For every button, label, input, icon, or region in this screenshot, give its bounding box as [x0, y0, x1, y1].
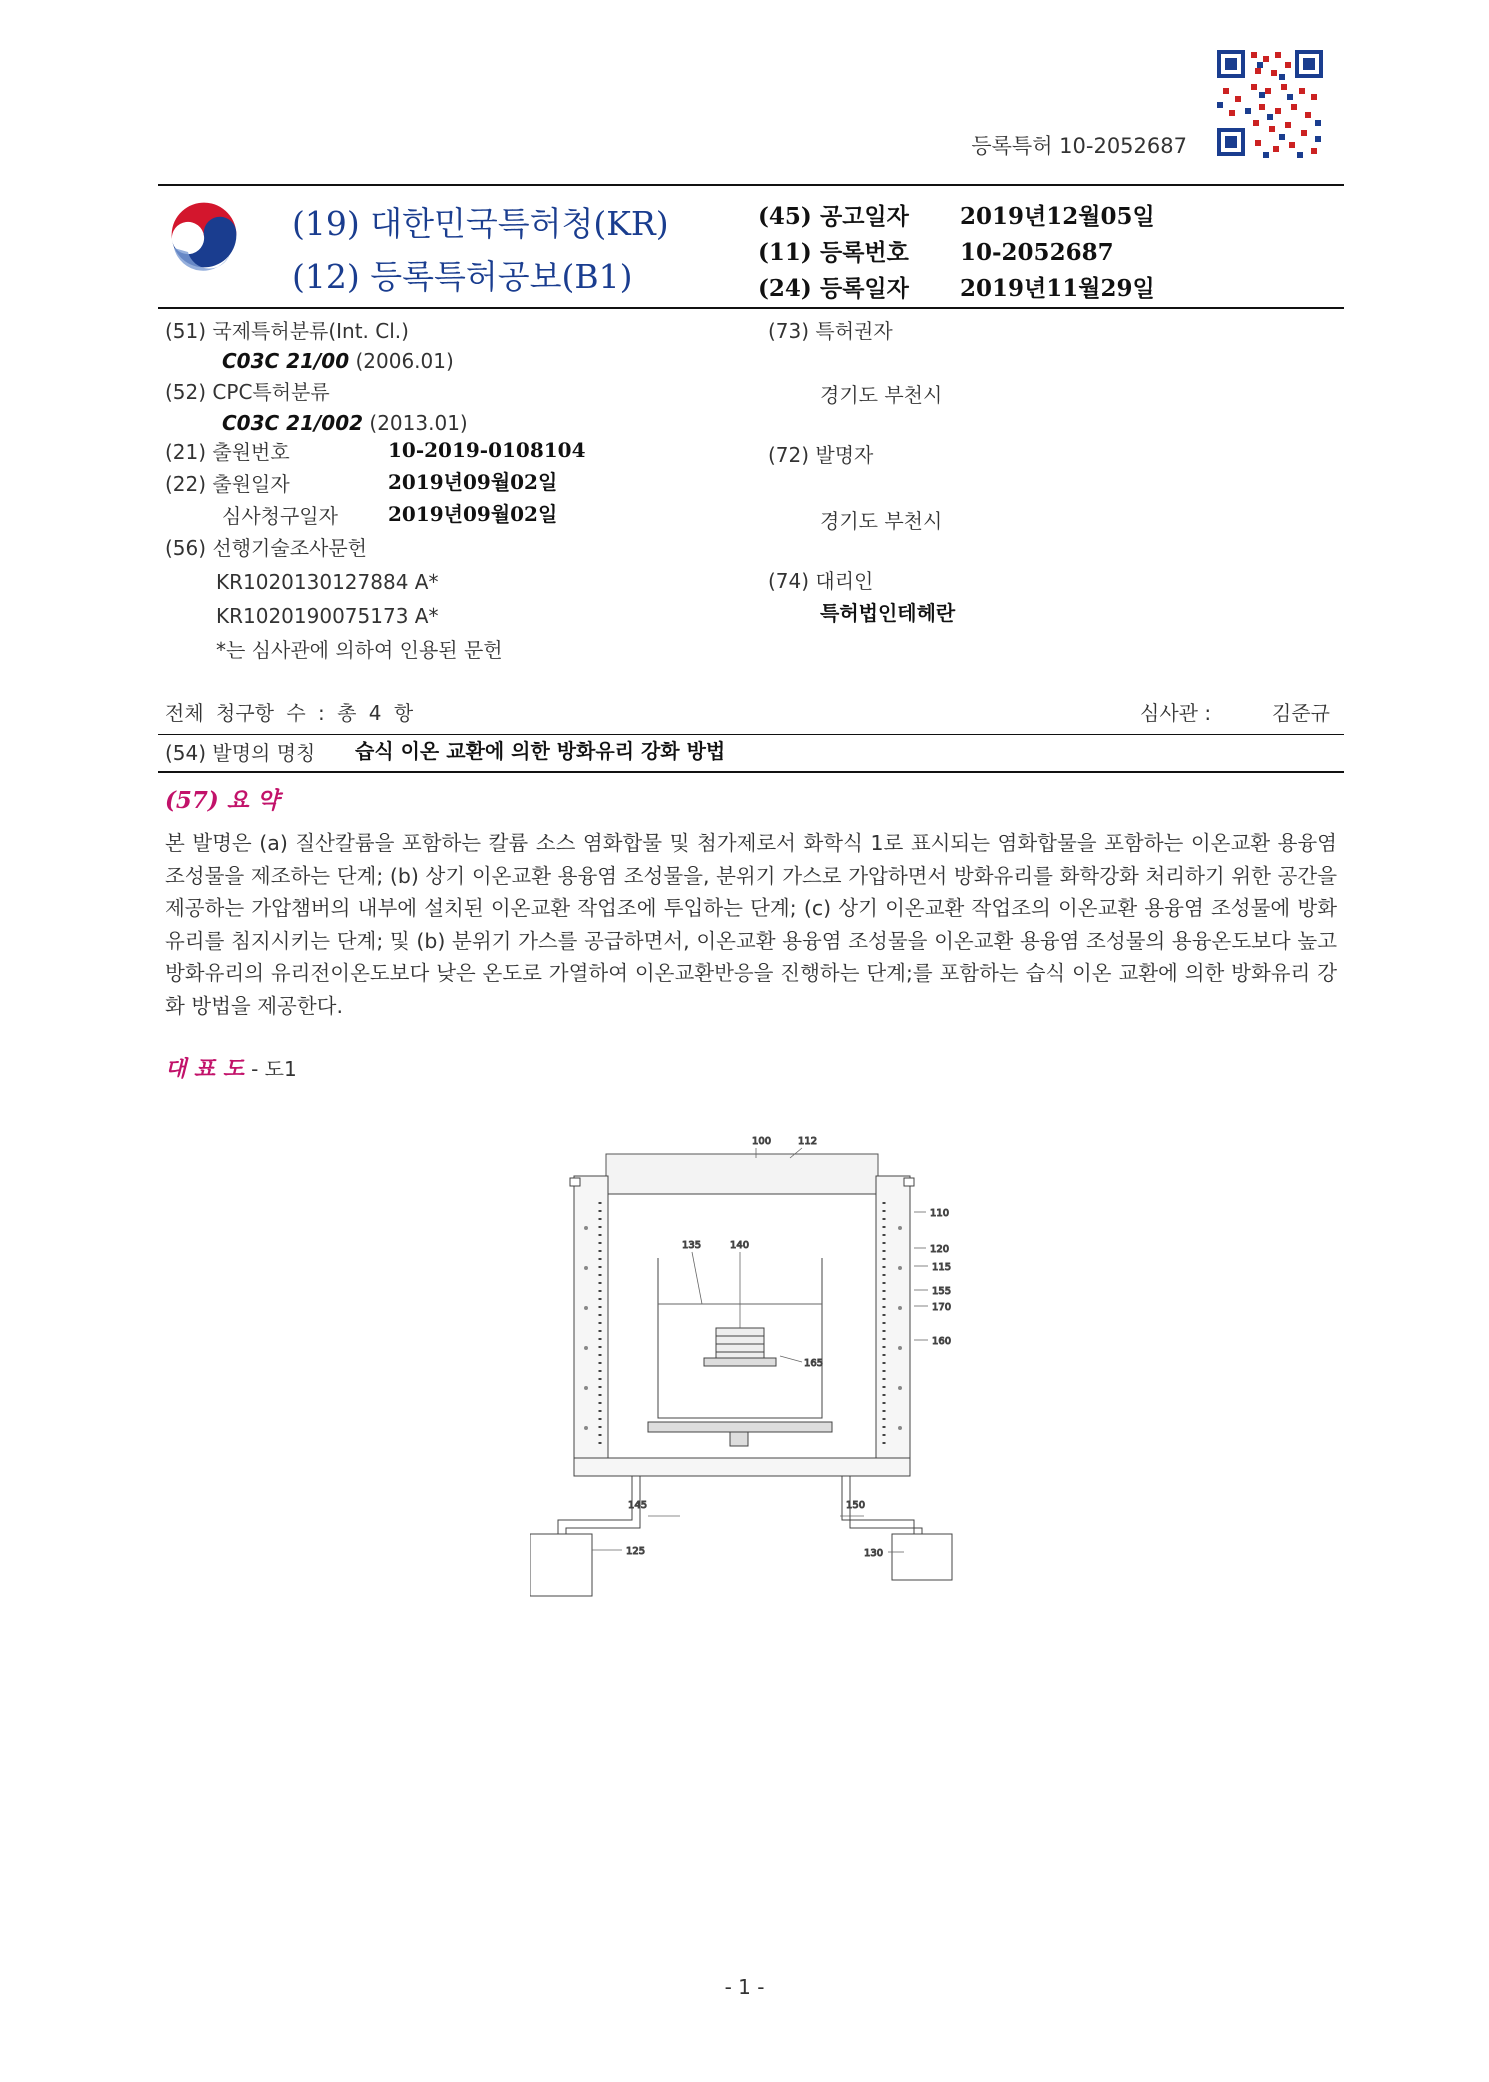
- figure-label: 155: [932, 1286, 952, 1297]
- field-label: 등록번호: [820, 239, 909, 266]
- figure-label: 150: [846, 1500, 866, 1511]
- representative-drawing-label: 대 표 도: [165, 1056, 245, 1082]
- cpc-code: C03C 21/002: [222, 411, 364, 435]
- registration-date: 2019년11월29일: [960, 275, 1155, 302]
- cpc-classification: [222, 413, 468, 433]
- agent-label: (74) 대리인: [768, 569, 874, 593]
- ipc-label: (51) 국제특허분류(Int. Cl.): [165, 319, 409, 343]
- examiner-name: 김준규: [1272, 701, 1330, 725]
- qr-code-icon: [1215, 48, 1325, 158]
- patentee-label: (73) 특허권자: [768, 319, 893, 343]
- issuing-office: (19) 대한민국특허청(KR): [292, 204, 669, 243]
- figure-label: 145: [628, 1500, 648, 1511]
- ipc-version: (2006.01): [349, 349, 454, 373]
- claims-rule: [158, 734, 1344, 735]
- application-number-label: (21) 출원번호: [165, 440, 290, 464]
- total-claims: 전체 청구항 수 : 총 4 항: [165, 701, 414, 725]
- figure-label: 115: [932, 1262, 952, 1273]
- ipc-code: C03C 21/00: [222, 349, 350, 373]
- field-number: (11): [758, 239, 812, 266]
- abstract-text: 본 발명은 (a) 질산칼륨을 포함하는 칼륨 소스 염화합물 및 첨가제로서 화학식 1로 표시되는 염화합물을 포함하는 이온교환 용융염 조성물을 제조하는 단계; (b) 상기 이온교환 용융염 조성물을, 분위기 가스로 가압하면서 방화유리를 화학강화 처리하기 위한 공간을 제공하는 가압챔버의 내부에 설치된 이온교환 작업조에 투입하는 단계; (c) 상기 이온교환 작업조의 이온교환 용융염 조성물에 방화유리를 침지시키는 단계; 및 (b) 분위기 가스를 공급하면서, 이온교환 용융염 조성물을 이온교환 용융염 조성물의 용융온도보다 높고 방화유리의 유리전이온도보다 낮은 온도로 가열하여 이온교환반응을 진행하는 단계;를 포함하는 습식 이온 교환에 의한 방화유리 강화 방법을 제공한다.: [165, 831, 1338, 1018]
- title-rule: [158, 771, 1344, 773]
- prior-art-note: *는 심사관에 의하여 인용된 문헌: [216, 638, 503, 662]
- gas-supply-tank: [892, 1534, 952, 1580]
- figure-label: 125: [626, 1546, 646, 1557]
- field-number: (24): [758, 275, 812, 302]
- salt-tank: [530, 1534, 592, 1596]
- registration-reference: 등록특허 10-2052687: [971, 134, 1187, 158]
- invention-title-label: (54) 발명의 명칭: [165, 741, 316, 765]
- inventor-label: (72) 발명자: [768, 443, 874, 467]
- examiner-label: 심사관 :: [1140, 701, 1212, 725]
- invention-title: 습식 이온 교환에 의한 방화유리 강화 방법: [355, 739, 726, 763]
- cpc-version: (2013.01): [363, 411, 468, 435]
- ipc-classification: [222, 351, 454, 371]
- glass-holder: [704, 1358, 776, 1366]
- prior-art-document: KR1020190075173 A*: [216, 604, 439, 628]
- registration-date-row: [758, 270, 1155, 303]
- field-number: (45): [758, 203, 812, 230]
- chamber-wall-left: [574, 1176, 608, 1476]
- kipo-logo-icon: [168, 200, 240, 272]
- field-label: 등록일자: [820, 275, 909, 302]
- representative-drawing: [165, 1052, 297, 1083]
- exam-request-date: 2019년09월02일: [388, 502, 558, 526]
- figure-label: 112: [798, 1136, 818, 1147]
- registration-number: 10-2052687: [960, 239, 1114, 266]
- figure-label: 160: [932, 1336, 952, 1347]
- figure-label: 165: [804, 1358, 824, 1369]
- chamber-wall-right: [876, 1176, 910, 1476]
- prior-art-label: (56) 선행기술조사문헌: [165, 536, 367, 560]
- header-rule: [158, 307, 1344, 309]
- chamber-lid: [606, 1154, 878, 1194]
- exam-request-label: 심사청구일자: [222, 504, 338, 528]
- figure-label: 120: [930, 1244, 950, 1255]
- figure-label: 135: [682, 1240, 702, 1251]
- field-label: 공고일자: [820, 203, 909, 230]
- application-number: 10-2019-0108104: [388, 438, 586, 462]
- figure-label: 130: [864, 1548, 884, 1559]
- inventor-address: 경기도 부천시: [820, 509, 943, 533]
- filing-date-label: (22) 출원일자: [165, 472, 290, 496]
- document-type: (12) 등록특허공보(B1): [292, 257, 633, 296]
- prior-art-document: KR1020130127884 A*: [216, 570, 439, 594]
- cpc-label: (52) CPC특허분류: [165, 380, 330, 404]
- registration-number-row: [758, 234, 1114, 267]
- top-rule: [158, 184, 1344, 186]
- figure-label: 100: [752, 1136, 772, 1147]
- abstract-heading: (57) 요 약: [165, 787, 280, 814]
- representative-drawing-value: - 도1: [251, 1057, 297, 1081]
- publication-date: 2019년12월05일: [960, 203, 1155, 230]
- filing-date: 2019년09월02일: [388, 470, 558, 494]
- support-plate: [648, 1422, 832, 1432]
- patentee-address: 경기도 부천시: [820, 383, 943, 407]
- publication-date-row: [758, 198, 1155, 231]
- figure-label: 170: [932, 1302, 952, 1313]
- chamber-floor: [574, 1458, 910, 1476]
- figure-label: 110: [930, 1208, 950, 1219]
- figure-label: 140: [730, 1240, 750, 1251]
- glass-stack: [716, 1328, 764, 1358]
- page-number: - 1 -: [724, 1975, 765, 1999]
- agent-name: 특허법인테헤란: [820, 601, 956, 625]
- apparatus-figure: [530, 1118, 970, 1598]
